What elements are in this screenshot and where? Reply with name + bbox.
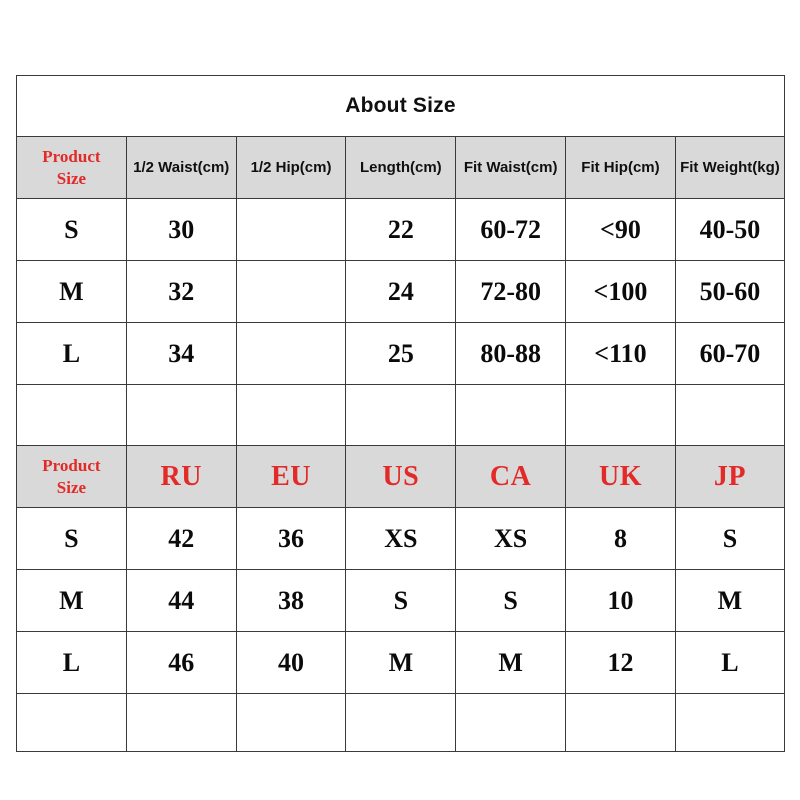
spacer-cell xyxy=(675,694,784,752)
cell-size: M xyxy=(17,261,127,323)
cell-size: S xyxy=(17,508,127,570)
cell-us: S xyxy=(346,570,456,632)
spacer-cell xyxy=(126,385,236,446)
cell-uk: 10 xyxy=(566,570,676,632)
spacer-cell xyxy=(675,385,784,446)
conversion-header-row xyxy=(17,446,785,508)
cell-eu: 40 xyxy=(236,632,346,694)
conversion-head-eu: EU xyxy=(236,446,346,508)
product-size-line-1: Product xyxy=(42,147,101,167)
cell-half-waist: 34 xyxy=(126,323,236,385)
spacer-cell xyxy=(17,694,127,752)
cell-fit-weight: 40-50 xyxy=(675,199,784,261)
cell-fit-weight: 50-60 xyxy=(675,261,784,323)
cell-jp: S xyxy=(675,508,784,570)
cell-length: 22 xyxy=(346,199,456,261)
conversion-head-us: US xyxy=(346,446,456,508)
cell-fit-weight: 60-70 xyxy=(675,323,784,385)
cell-half-hip xyxy=(236,199,346,261)
cell-ru: 42 xyxy=(126,508,236,570)
table-row xyxy=(17,199,785,261)
conversion-head-uk: UK xyxy=(566,446,676,508)
conversion-head-ca: CA xyxy=(456,446,566,508)
cell-uk: 8 xyxy=(566,508,676,570)
spacer-cell xyxy=(566,385,676,446)
cell-fit-hip: <100 xyxy=(566,261,676,323)
product-size-line-2: Size xyxy=(56,168,87,188)
cell-fit-waist: 60-72 xyxy=(456,199,566,261)
cell-ru: 44 xyxy=(126,570,236,632)
cell-half-hip xyxy=(236,261,346,323)
measurement-head-half-waist: 1/2 Waist(cm) xyxy=(126,137,236,199)
cell-uk: 12 xyxy=(566,632,676,694)
spacer-cell xyxy=(456,385,566,446)
measurement-head-fit-hip: Fit Hip(cm) xyxy=(566,137,676,199)
size-chart-container xyxy=(16,75,785,741)
spacer-cell xyxy=(17,385,127,446)
measurement-head-half-hip: 1/2 Hip(cm) xyxy=(236,137,346,199)
cell-fit-waist: 72-80 xyxy=(456,261,566,323)
spacer-cell xyxy=(126,694,236,752)
table-row xyxy=(17,632,785,694)
product-size-line-1: Product xyxy=(42,456,101,476)
measurement-head-fit-weight: Fit Weight(kg) xyxy=(675,137,784,199)
conversion-head-product-size xyxy=(17,446,127,508)
conversion-head-jp: JP xyxy=(675,446,784,508)
page-title: About Size xyxy=(17,76,785,137)
spacer-cell xyxy=(566,694,676,752)
cell-length: 25 xyxy=(346,323,456,385)
spacer-cell xyxy=(346,694,456,752)
cell-half-hip xyxy=(236,323,346,385)
cell-fit-waist: 80-88 xyxy=(456,323,566,385)
cell-size: M xyxy=(17,570,127,632)
cell-ca: S xyxy=(456,570,566,632)
product-size-line-2: Size xyxy=(56,477,87,497)
cell-jp: L xyxy=(675,632,784,694)
table-row xyxy=(17,570,785,632)
measurement-header-row xyxy=(17,137,785,199)
cell-fit-hip: <110 xyxy=(566,323,676,385)
conversion-head-ru: RU xyxy=(126,446,236,508)
cell-jp: M xyxy=(675,570,784,632)
cell-size: L xyxy=(17,632,127,694)
cell-ca: M xyxy=(456,632,566,694)
cell-size: L xyxy=(17,323,127,385)
cell-eu: 38 xyxy=(236,570,346,632)
cell-length: 24 xyxy=(346,261,456,323)
spacer-row xyxy=(17,385,785,446)
spacer-cell xyxy=(236,385,346,446)
spacer-cell xyxy=(346,385,456,446)
spacer-cell xyxy=(236,694,346,752)
measurement-head-fit-waist: Fit Waist(cm) xyxy=(456,137,566,199)
measurement-head-product-size xyxy=(17,137,127,199)
cell-half-waist: 30 xyxy=(126,199,236,261)
spacer-cell xyxy=(456,694,566,752)
table-row xyxy=(17,508,785,570)
title-row xyxy=(17,76,785,137)
trailing-empty-row xyxy=(17,694,785,752)
cell-half-waist: 32 xyxy=(126,261,236,323)
cell-ca: XS xyxy=(456,508,566,570)
cell-fit-hip: <90 xyxy=(566,199,676,261)
cell-ru: 46 xyxy=(126,632,236,694)
cell-size: S xyxy=(17,199,127,261)
table-row xyxy=(17,323,785,385)
measurement-head-length: Length(cm) xyxy=(346,137,456,199)
cell-us: XS xyxy=(346,508,456,570)
cell-us: M xyxy=(346,632,456,694)
cell-eu: 36 xyxy=(236,508,346,570)
table-row xyxy=(17,261,785,323)
size-chart-table xyxy=(16,75,785,752)
